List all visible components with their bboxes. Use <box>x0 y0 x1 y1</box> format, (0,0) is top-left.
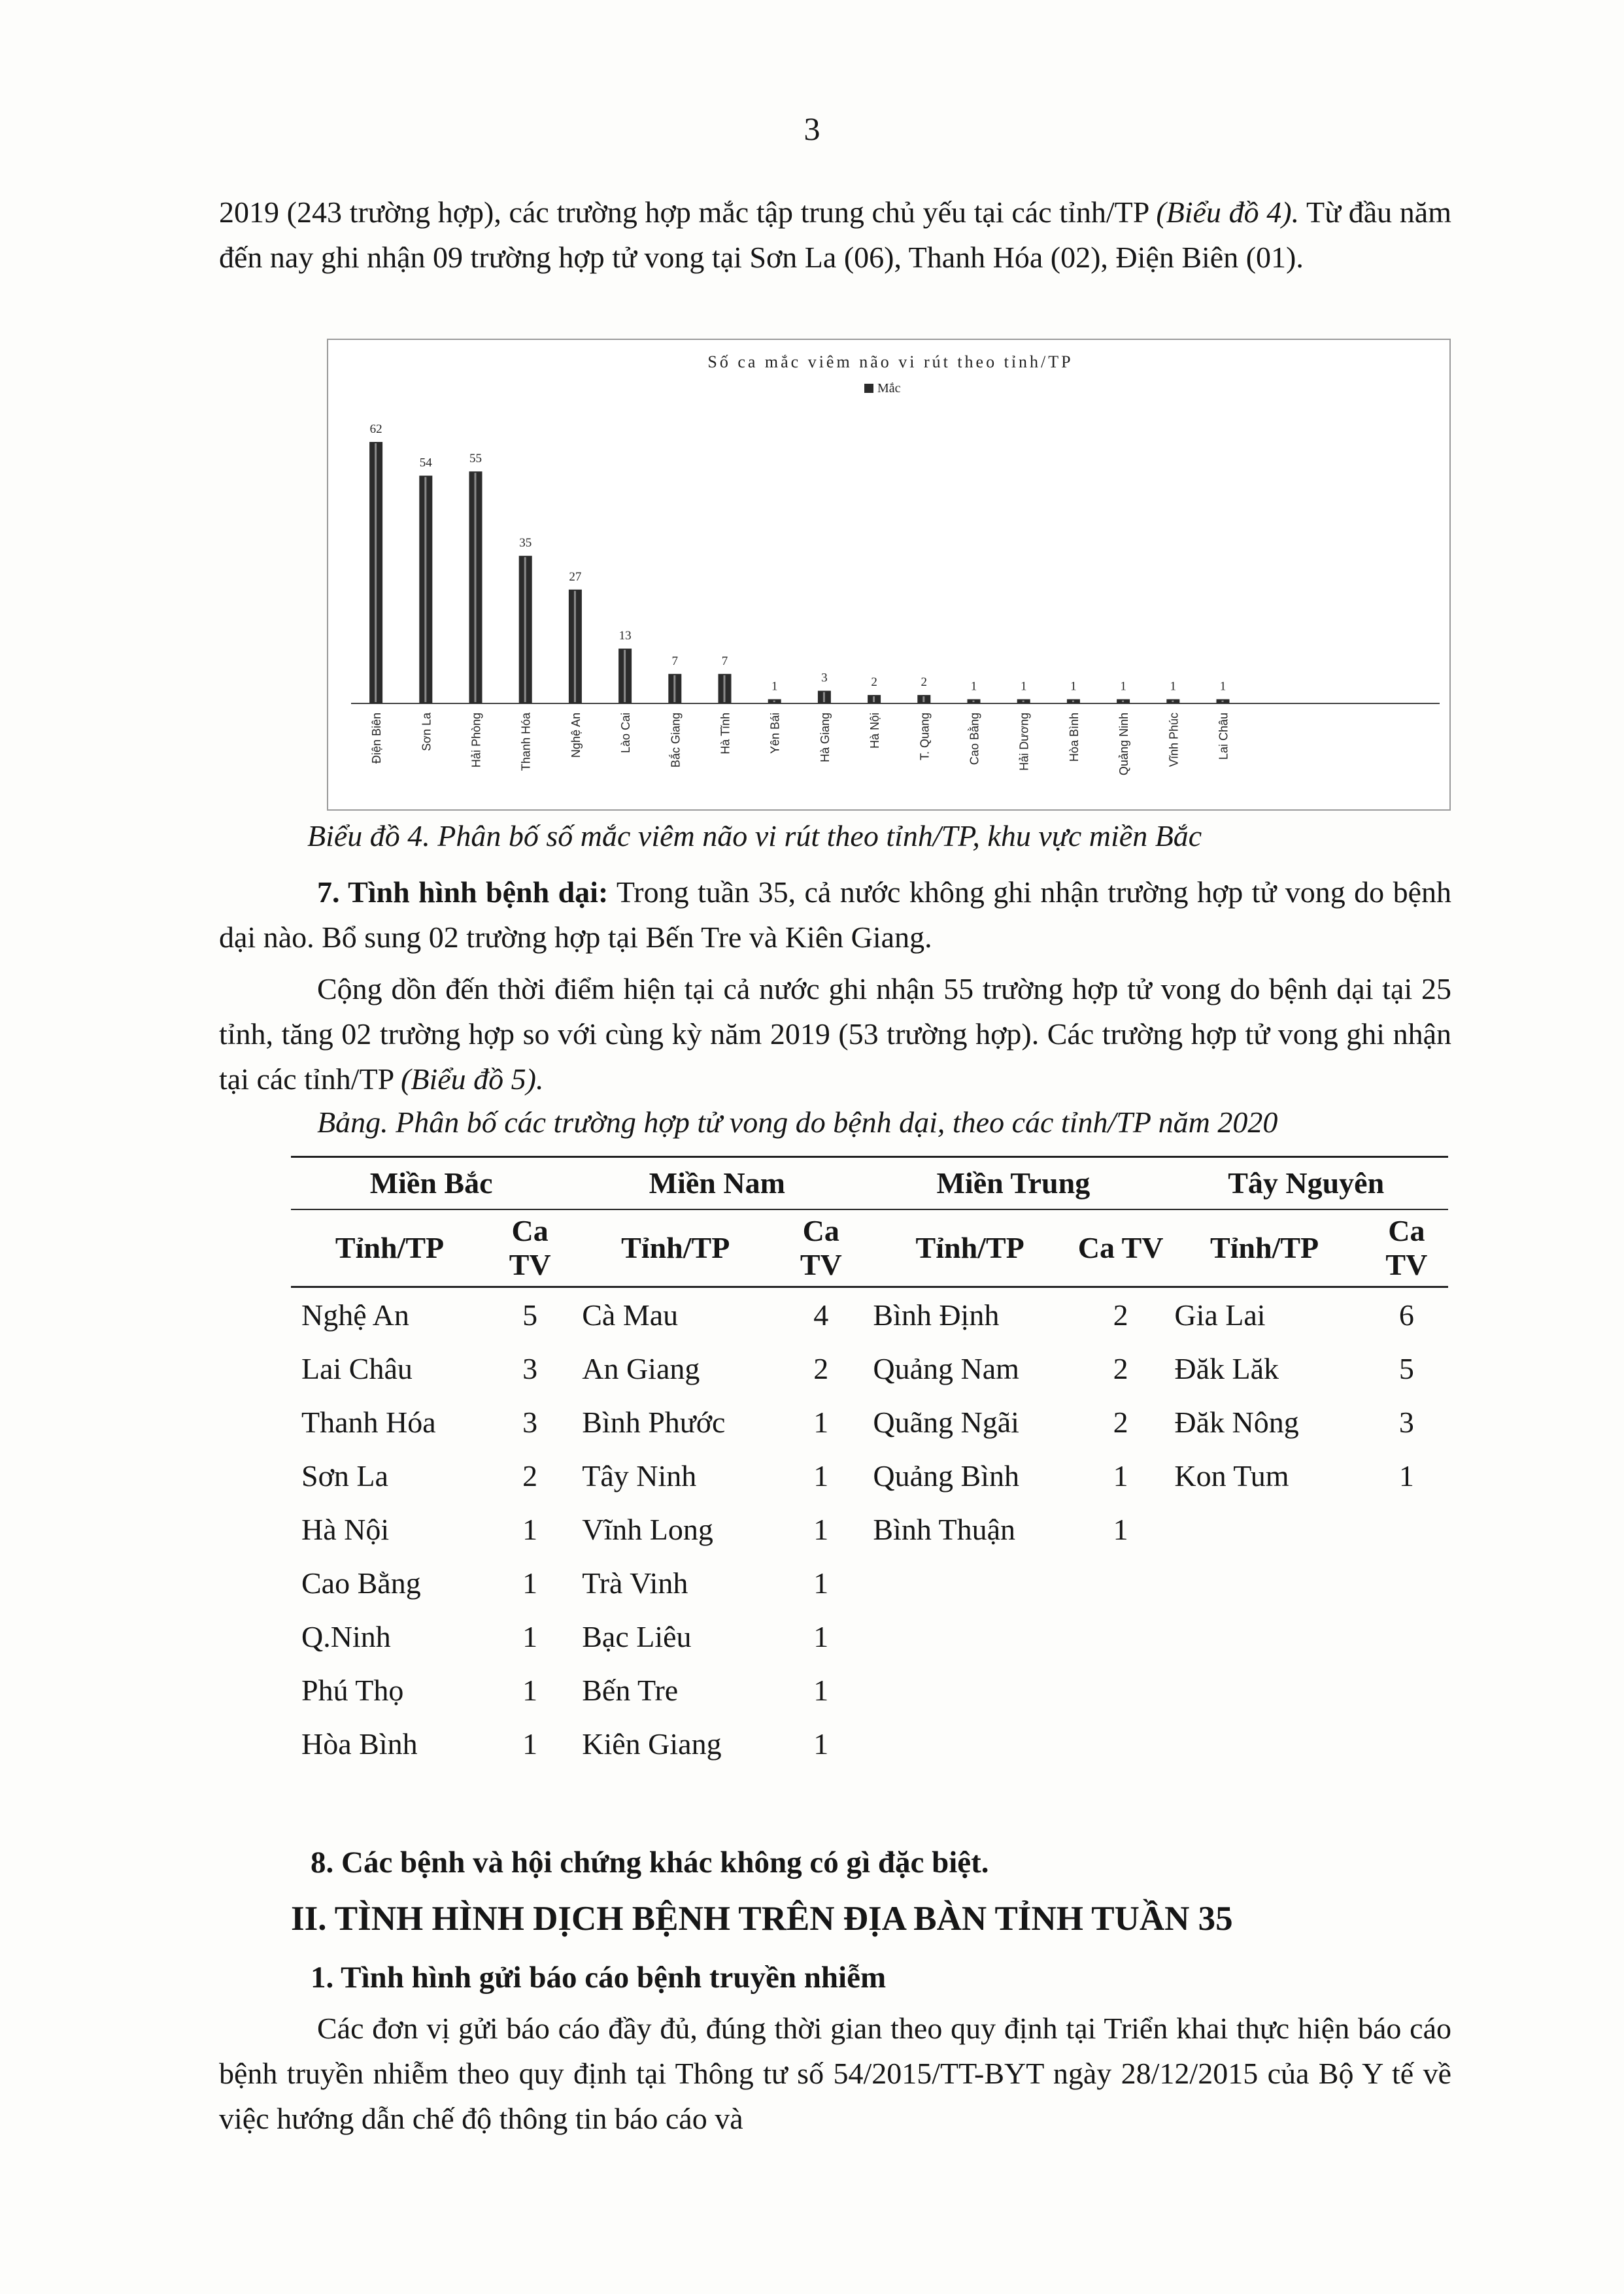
bar-highlight <box>922 696 924 702</box>
deaths-column-header: Ca TV <box>1077 1209 1164 1287</box>
data-label: 1 <box>1120 679 1126 694</box>
deaths-column-header: Ca TV <box>779 1209 862 1287</box>
deaths-cell: 1 <box>813 1459 829 1493</box>
data-label: 1 <box>1219 679 1226 694</box>
deaths-cell <box>1365 1556 1448 1610</box>
data-label: 55 <box>469 452 482 466</box>
intro-text-2: Từ đầu năm đến nay ghi nhận 09 trường hợp tử vong tại Sơn La (06), Thanh Hóa (02), Điện Biên (01). <box>219 195 1451 274</box>
category-label: Thanh Hóa <box>519 713 533 771</box>
deaths-cell: 1 <box>522 1619 538 1653</box>
section-II-1-paragraph: Các đơn vị gửi báo cáo đầy đủ, đúng thời gian theo quy định tại Triển khai thực hiện báo cáo bệnh truyền nhiễm theo quy định tại Thông tư số 54/2015/TT-BYT ngày 28/12/2015 của Bộ Y tế về việc hướng dẫn chế độ thông tin báo cáo và <box>219 2012 1451 2135</box>
province-cell <box>862 1663 1077 1717</box>
bar-highlight <box>1172 701 1174 702</box>
province-cell: Quãng Ngãi <box>873 1405 1019 1439</box>
deaths-cell: 4 <box>813 1298 829 1332</box>
category-label: T. Quang <box>918 713 932 761</box>
data-label: 35 <box>519 536 532 550</box>
deaths-cell <box>1365 1663 1448 1717</box>
data-label: 7 <box>721 654 728 668</box>
table-body <box>291 1287 1448 1771</box>
section-7-text: Trong tuần 35, cả nước không ghi nhận trường hợp tử vong do bệnh dại nào. Bổ sung 02 trường hợp tại Bến Tre và Kiên Giang. <box>219 875 1451 954</box>
data-label: 7 <box>671 654 679 668</box>
rabies-deaths-table <box>291 1156 1448 1770</box>
chart-title: Số ca mắc viêm não vi rút theo tỉnh/TP <box>707 352 1074 371</box>
category-label: Vĩnh Phúc <box>1167 713 1181 767</box>
deaths-cell: 2 <box>1113 1298 1128 1332</box>
deaths-cell: 1 <box>813 1727 829 1761</box>
deaths-cell: 1 <box>813 1619 829 1653</box>
province-cell: Lai Châu <box>301 1351 413 1385</box>
province-cell: Hòa Bình <box>301 1727 418 1761</box>
section-II-1-heading: 1. Tình hình gửi báo cáo bệnh truyền nhiễm <box>311 1961 887 1995</box>
deaths-cell: 1 <box>813 1512 829 1546</box>
section-7-paragraph <box>219 869 1451 960</box>
province-cell <box>862 1717 1077 1770</box>
deaths-cell: 2 <box>813 1351 829 1385</box>
province-cell: Bình Thuận <box>873 1512 1016 1546</box>
province-column-header: Tỉnh/TP <box>1164 1209 1364 1287</box>
province-cell: Bình Phước <box>582 1405 726 1439</box>
region-header: Miền Trung <box>862 1157 1164 1210</box>
deaths-cell: 2 <box>1113 1351 1128 1385</box>
deaths-column-header: Ca TV <box>488 1209 571 1287</box>
table-row <box>291 1287 1448 1342</box>
data-label: 54 <box>419 456 432 470</box>
province-cell: Vĩnh Long <box>582 1512 713 1546</box>
deaths-cell: 3 <box>1398 1405 1414 1439</box>
province-cell: Đăk Nông <box>1174 1405 1299 1439</box>
category-label: Hải Dương <box>1017 713 1031 771</box>
province-cell: Cà Mau <box>582 1298 679 1332</box>
legend-label: Mắc <box>877 381 901 396</box>
chart-reference: (Biểu đồ 4). <box>1156 195 1300 229</box>
deaths-cell <box>1077 1610 1164 1663</box>
legend-swatch <box>864 384 873 393</box>
deaths-cell <box>1365 1610 1448 1663</box>
deaths-cell: 3 <box>522 1351 538 1385</box>
deaths-cell: 1 <box>522 1566 538 1600</box>
province-column-header: Tỉnh/TP <box>291 1209 488 1287</box>
province-cell: Quảng Nam <box>873 1351 1019 1385</box>
deaths-cell: 6 <box>1398 1298 1414 1332</box>
table-row <box>291 1341 1448 1395</box>
data-label: 2 <box>921 675 928 690</box>
category-label: Cao Bằng <box>968 713 981 766</box>
deaths-cell: 2 <box>522 1459 538 1493</box>
data-label: 13 <box>618 629 632 643</box>
category-label: Lai Châu <box>1217 713 1230 760</box>
bar-highlight <box>673 675 675 702</box>
deaths-cell <box>1077 1663 1164 1717</box>
deaths-cell: 2 <box>1113 1405 1128 1439</box>
bar-highlight <box>424 477 426 702</box>
table-row <box>291 1395 1448 1449</box>
chart-svg <box>328 340 1449 809</box>
category-label: Bắc Giang <box>669 713 683 768</box>
province-cell <box>1164 1502 1364 1556</box>
column-header-row <box>291 1209 1448 1287</box>
province-column-header: Tỉnh/TP <box>571 1209 779 1287</box>
province-cell: Bến Tre <box>582 1673 679 1707</box>
table-row <box>291 1556 1448 1610</box>
intro-text-1: 2019 (243 trường hợp), các trường hợp mắc tập trung chủ yếu tại các tỉnh/TP <box>219 195 1157 229</box>
province-cell: Nghệ An <box>301 1298 409 1332</box>
province-cell: Cao Bằng <box>301 1566 421 1600</box>
data-label: 2 <box>871 675 877 690</box>
bar-highlight <box>1222 701 1224 702</box>
province-cell: Kiên Giang <box>582 1727 722 1761</box>
deaths-cell: 1 <box>813 1405 829 1439</box>
section-7-title: 7. Tình hình bệnh dại: <box>317 875 609 909</box>
category-label: Hòa Bình <box>1067 713 1081 762</box>
province-cell: Bạc Liêu <box>582 1619 692 1653</box>
region-header: Miền Bắc <box>291 1157 571 1210</box>
table-row <box>291 1663 1448 1717</box>
data-label: 1 <box>1170 679 1177 694</box>
deaths-cell: 1 <box>522 1512 538 1546</box>
deaths-cell <box>1077 1556 1164 1610</box>
category-label: Sơn La <box>420 713 433 751</box>
deaths-cell: 5 <box>522 1298 538 1332</box>
province-cell: Hà Nội <box>301 1512 390 1546</box>
province-column-header: Tỉnh/TP <box>862 1209 1077 1287</box>
province-cell: Q.Ninh <box>301 1619 391 1653</box>
province-cell: Quảng Bình <box>873 1459 1019 1493</box>
chart-caption: Biểu đồ 4. Phân bố số mắc viêm não vi rút theo tỉnh/TP, khu vực miền Bắc <box>307 819 1202 852</box>
province-cell <box>862 1556 1077 1610</box>
deaths-cell: 1 <box>522 1727 538 1761</box>
deaths-cell: 3 <box>522 1405 538 1439</box>
bar-highlight <box>475 473 477 702</box>
data-label: 3 <box>821 671 828 685</box>
table-row <box>291 1449 1448 1502</box>
bar-highlight <box>375 443 377 702</box>
province-cell <box>1164 1556 1364 1610</box>
data-label: 1 <box>970 679 977 694</box>
category-label: Hà Giang <box>818 713 832 763</box>
deaths-cell <box>1365 1502 1448 1556</box>
bar-highlight <box>1023 701 1024 702</box>
category-label: Hà Nội <box>868 713 882 749</box>
data-label: 1 <box>1020 679 1027 694</box>
category-label: Lào Cai <box>619 713 633 754</box>
region-header-row <box>291 1157 1448 1210</box>
bar-highlight <box>873 696 875 702</box>
table-row <box>291 1610 1448 1663</box>
section-7-paragraph-2 <box>219 966 1451 1102</box>
bar-highlight <box>1122 701 1124 702</box>
deaths-cell: 5 <box>1398 1351 1414 1385</box>
section-II-heading: II. TÌNH HÌNH DỊCH BỆNH TRÊN ĐỊA BÀN TỈNH TUẦN 35 <box>291 1900 1233 1938</box>
table-caption: Bảng. Phân bố các trường hợp tử vong do bệnh dại, theo các tỉnh/TP năm 2020 <box>317 1105 1278 1139</box>
province-cell <box>1164 1717 1364 1770</box>
deaths-cell: 1 <box>813 1673 829 1707</box>
province-cell: Kon Tum <box>1174 1459 1289 1493</box>
bar-highlight <box>773 701 775 702</box>
category-label: Hà Tĩnh <box>719 713 732 754</box>
bar-highlight <box>973 701 975 702</box>
deaths-cell: 1 <box>1113 1459 1128 1493</box>
category-label: Quảng Ninh <box>1117 713 1131 776</box>
bar-highlight <box>823 692 825 702</box>
province-cell: An Giang <box>582 1351 700 1385</box>
bar-chart <box>327 339 1451 811</box>
region-header: Tây Nguyên <box>1164 1157 1448 1210</box>
data-label: 62 <box>369 422 382 436</box>
deaths-cell <box>1077 1717 1164 1770</box>
deaths-cell <box>1365 1717 1448 1770</box>
bar-highlight <box>574 591 576 702</box>
category-label: Nghệ An <box>569 713 583 758</box>
table-row <box>291 1502 1448 1556</box>
bar-highlight <box>724 675 726 702</box>
deaths-column-header: Ca TV <box>1365 1209 1448 1287</box>
data-label: 27 <box>569 569 582 584</box>
section-7-para2-text: Cộng dồn đến thời điểm hiện tại cả nước ghi nhận 55 trường hợp tử vong do bệnh dại tại 25 tỉnh, tăng 02 trường hợp so với cùng kỳ năm 2019 (53 trường hợp). Các trường hợp tử vong ghi nhận tại các tỉnh/TP <box>219 972 1451 1096</box>
category-label: Điện Biên <box>370 713 384 764</box>
page-number: 3 <box>804 110 820 147</box>
category-label: Yên Bái <box>768 713 782 754</box>
province-cell: Sơn La <box>301 1459 388 1493</box>
province-cell: Trà Vinh <box>582 1566 688 1600</box>
bar-highlight <box>624 650 626 702</box>
region-header: Miền Nam <box>571 1157 862 1210</box>
deaths-cell: 1 <box>522 1673 538 1707</box>
chart-5-reference: (Biểu đồ 5). <box>401 1062 544 1096</box>
province-cell <box>862 1610 1077 1663</box>
deaths-cell: 1 <box>1113 1512 1128 1546</box>
category-label: Hải Phòng <box>469 713 483 768</box>
province-cell: Bình Định <box>873 1298 1000 1332</box>
data-label: 1 <box>1070 679 1077 694</box>
deaths-cell: 1 <box>1398 1459 1414 1493</box>
intro-paragraph <box>219 190 1451 280</box>
province-cell: Gia Lai <box>1174 1298 1266 1332</box>
province-cell: Tây Ninh <box>582 1459 697 1493</box>
deaths-cell: 1 <box>813 1566 829 1600</box>
bar-highlight <box>1072 701 1074 702</box>
section-8-heading: 8. Các bệnh và hội chứng khác không có gì đặc biệt. <box>311 1846 989 1880</box>
province-cell: Đăk Lăk <box>1174 1351 1279 1385</box>
data-label: 1 <box>771 679 778 694</box>
province-cell <box>1164 1610 1364 1663</box>
province-cell: Thanh Hóa <box>301 1405 436 1439</box>
province-cell <box>1164 1663 1364 1717</box>
province-cell: Phú Thọ <box>301 1673 404 1707</box>
table-row <box>291 1717 1448 1770</box>
bar-group <box>369 422 1230 775</box>
bar-highlight <box>524 557 526 702</box>
